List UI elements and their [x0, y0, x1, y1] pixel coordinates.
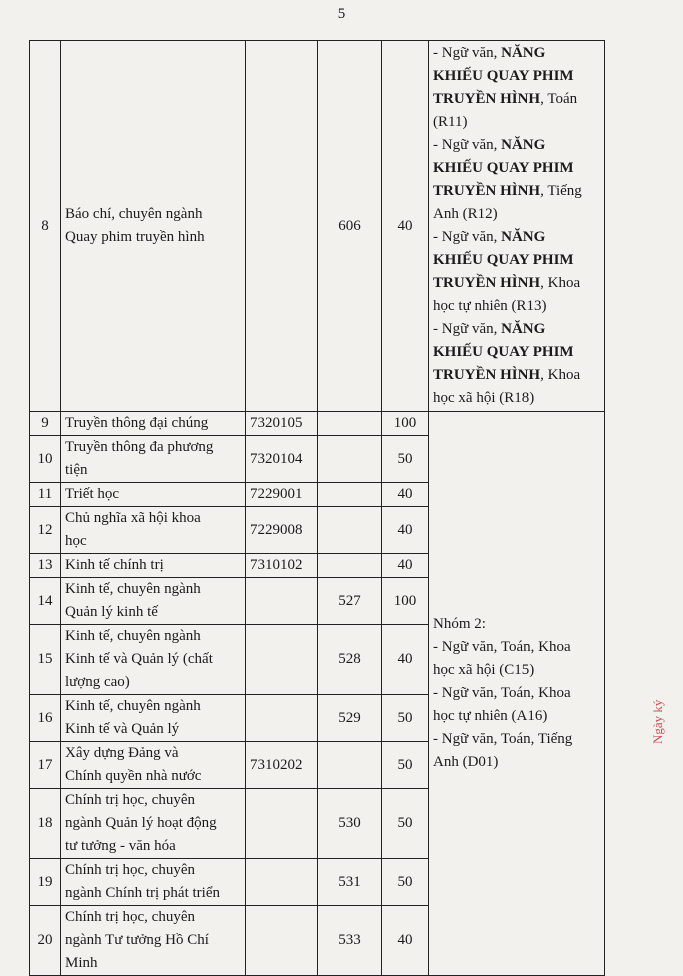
subject-line [433, 134, 600, 157]
table-row [30, 41, 605, 412]
program-code [246, 906, 318, 976]
page-number: 5 [337, 6, 346, 22]
subject-line [433, 295, 600, 318]
program-name-line: Chính trị học, chuyên [65, 792, 195, 808]
program-name [61, 578, 246, 625]
subject-line [433, 272, 600, 295]
enrollment-quota: 100 [382, 412, 429, 436]
enrollment-quota: 50 [382, 695, 429, 742]
program-code [246, 695, 318, 742]
program-name-line: ngành Quản lý hoạt động [65, 815, 217, 831]
program-name [61, 41, 246, 412]
subject-text: - Ngữ văn, [433, 229, 502, 245]
subject-line [433, 111, 600, 134]
row-number: 13 [30, 554, 61, 578]
program-name [61, 483, 246, 507]
program-code [246, 41, 318, 412]
admission-table [29, 40, 605, 976]
program-name [61, 789, 246, 859]
major-code: 529 [318, 695, 382, 742]
program-name-line: Kinh tế, chuyên ngành [65, 628, 201, 644]
major-code [318, 483, 382, 507]
program-name-line: lượng cao) [65, 674, 130, 690]
program-name [61, 906, 246, 976]
program-name-line: Xây dựng Đảng và [65, 745, 179, 761]
subject-line: - Ngữ văn, Toán, Tiếng [433, 731, 573, 747]
subject-text: (R11) [433, 114, 468, 130]
program-name [61, 507, 246, 554]
program-name-line: tiện [65, 462, 88, 478]
program-name-line: Triết học [65, 486, 120, 502]
subject-line [433, 249, 600, 272]
subject-line [433, 157, 600, 180]
row-number: 12 [30, 507, 61, 554]
major-code: 528 [318, 625, 382, 695]
table-row [30, 412, 605, 436]
subject-bold-text: KHIẾU QUAY PHIM [433, 160, 574, 176]
program-code: 7320105 [246, 412, 318, 436]
subject-line [433, 65, 600, 88]
program-name-line: Chủ nghĩa xã hội khoa [65, 510, 201, 526]
program-name [61, 436, 246, 483]
enrollment-quota: 40 [382, 507, 429, 554]
row-number: 8 [30, 41, 61, 412]
subject-text: , Toán [540, 91, 578, 107]
program-code: 7310202 [246, 742, 318, 789]
row-number: 10 [30, 436, 61, 483]
major-code [318, 507, 382, 554]
program-name-line: Kinh tế và Quản lý (chất [65, 651, 213, 667]
subject-line: Anh (D01) [433, 754, 499, 770]
subject-bold-text: KHIẾU QUAY PHIM [433, 68, 574, 84]
program-name-line: Quản lý kinh tế [65, 604, 158, 620]
program-code: 7310102 [246, 554, 318, 578]
subject-bold-text: TRUYỀN HÌNH [433, 183, 541, 199]
program-code [246, 789, 318, 859]
program-code [246, 578, 318, 625]
program-name-line: tư tưởng - văn hóa [65, 838, 176, 854]
program-name-line: Truyền thông đại chúng [65, 415, 209, 431]
program-name [61, 742, 246, 789]
enrollment-quota: 50 [382, 789, 429, 859]
subject-combinations-group2 [429, 412, 605, 976]
program-name-line: Quay phim truyền hình [65, 229, 205, 245]
program-name-line: Kinh tế và Quản lý [65, 721, 180, 737]
program-code: 7320104 [246, 436, 318, 483]
subject-text: học tự nhiên (R13) [433, 298, 547, 314]
program-name-line: Báo chí, chuyên ngành [65, 206, 203, 222]
program-name-line: ngành Tư tưởng Hồ Chí [65, 932, 209, 948]
subject-bold-text: NĂNG [501, 137, 546, 153]
subject-line [433, 42, 600, 65]
subject-line [433, 387, 600, 410]
subject-line: - Ngữ văn, Toán, Khoa [433, 685, 571, 701]
program-name-line: Chính trị học, chuyên [65, 862, 195, 878]
program-name-line: Kinh tế, chuyên ngành [65, 698, 201, 714]
subject-bold-text: TRUYỀN HÌNH [433, 367, 541, 383]
row-number: 14 [30, 578, 61, 625]
major-code: 530 [318, 789, 382, 859]
subject-bold-text: KHIẾU QUAY PHIM [433, 344, 574, 360]
subject-line [433, 364, 600, 387]
program-code: 7229001 [246, 483, 318, 507]
program-code: 7229008 [246, 507, 318, 554]
subject-bold-text: NĂNG [501, 229, 546, 245]
program-name-line: Kinh tế chính trị [65, 557, 164, 573]
program-name [61, 695, 246, 742]
subject-bold-text: TRUYỀN HÌNH [433, 275, 541, 291]
row-number: 20 [30, 906, 61, 976]
row-number: 15 [30, 625, 61, 695]
major-code [318, 436, 382, 483]
program-name-line: Chính quyền nhà nước [65, 768, 202, 784]
subject-line [433, 180, 600, 203]
program-name [61, 554, 246, 578]
major-code: 531 [318, 859, 382, 906]
enrollment-quota: 40 [382, 554, 429, 578]
row-number: 9 [30, 412, 61, 436]
subject-line: học xã hội (C15) [433, 662, 535, 678]
enrollment-quota: 100 [382, 578, 429, 625]
subject-text: , Tiếng [540, 183, 582, 199]
subject-line [433, 318, 600, 341]
subject-text: Anh (R12) [433, 206, 498, 222]
program-name-line: ngành Chính trị phát triển [65, 885, 220, 901]
program-code [246, 625, 318, 695]
subject-bold-text: NĂNG [501, 45, 546, 61]
major-code [318, 742, 382, 789]
subject-text: - Ngữ văn, [433, 137, 502, 153]
row-number: 16 [30, 695, 61, 742]
enrollment-quota: 50 [382, 436, 429, 483]
row-number: 18 [30, 789, 61, 859]
subject-line [433, 88, 600, 111]
enrollment-quota: 50 [382, 742, 429, 789]
row-number: 19 [30, 859, 61, 906]
program-name [61, 412, 246, 436]
program-name [61, 859, 246, 906]
red-stamp-mark: Ngày ký [650, 699, 665, 744]
row-number: 17 [30, 742, 61, 789]
enrollment-quota: 40 [382, 483, 429, 507]
subject-line: - Ngữ văn, Toán, Khoa [433, 639, 571, 655]
program-name-line: học [65, 533, 87, 549]
subject-bold-text: TRUYỀN HÌNH [433, 91, 541, 107]
subject-text: - Ngữ văn, [433, 45, 502, 61]
subject-line [433, 203, 600, 226]
subject-bold-text: KHIẾU QUAY PHIM [433, 252, 574, 268]
enrollment-quota: 40 [382, 906, 429, 976]
program-name-line: Truyền thông đa phương [65, 439, 214, 455]
program-code [246, 859, 318, 906]
program-name-line: Minh [65, 955, 98, 971]
program-name-line: Chính trị học, chuyên [65, 909, 195, 925]
subject-line: học tự nhiên (A16) [433, 708, 548, 724]
subject-text: , Khoa [540, 367, 581, 383]
subject-bold-text: NĂNG [501, 321, 546, 337]
program-name [61, 625, 246, 695]
major-code: 533 [318, 906, 382, 976]
major-code [318, 412, 382, 436]
subject-text: học xã hội (R18) [433, 390, 535, 406]
subject-line [433, 226, 600, 249]
subject-line [433, 341, 600, 364]
subject-combinations-r [429, 41, 605, 412]
enrollment-quota: 40 [382, 625, 429, 695]
subject-text: - Ngữ văn, [433, 321, 502, 337]
row-number: 11 [30, 483, 61, 507]
enrollment-quota: 50 [382, 859, 429, 906]
subject-text: , Khoa [540, 275, 581, 291]
major-code: 527 [318, 578, 382, 625]
major-code [318, 554, 382, 578]
enrollment-quota: 40 [382, 41, 429, 412]
group-title: Nhóm 2: [433, 616, 486, 632]
major-code: 606 [318, 41, 382, 412]
program-name-line: Kinh tế, chuyên ngành [65, 581, 201, 597]
